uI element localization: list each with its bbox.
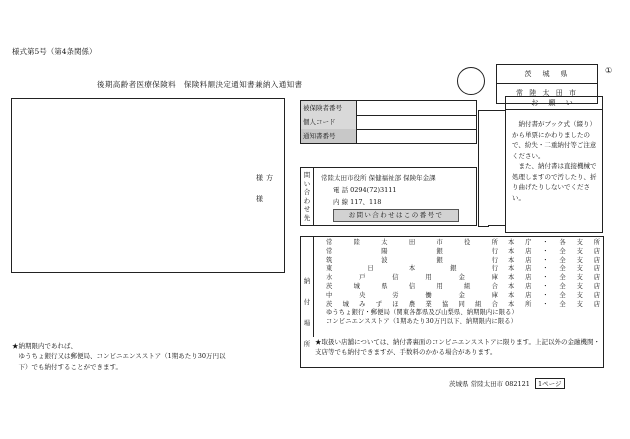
payment-place-row xyxy=(320,265,602,274)
payment-note: ★取扱い店舗については、納付書裏面のコンビニエンスストアに限ります。上記以外の金融機関・支店等でも納付できますが、手数料のかかる場合があります。 xyxy=(315,338,600,356)
institution-char: 庫 xyxy=(491,291,498,299)
institution-char: 陽 xyxy=(381,247,388,255)
institution-char: ほ xyxy=(392,300,399,308)
request-body: 納付書がブック式（綴り）から単票にかわりましたので、紛失・二重納付等ご注意ください。 また、納付書は直接機械で処理しますので汚したり、折り曲げたりしないでください。 xyxy=(512,120,597,202)
branch-scope xyxy=(508,257,600,266)
branch-char: 店 xyxy=(525,291,532,299)
institution-name: ゆうちょ銀行・郵便局（関東各都県及び山梨県、納期限内に限る） xyxy=(326,309,518,317)
contact-extension: 内 線 117、118 xyxy=(333,198,382,206)
institution-char: 行 xyxy=(491,247,498,255)
payment-place-row xyxy=(320,248,602,257)
payment-place-row xyxy=(320,309,602,318)
info-label: 個人コード xyxy=(301,115,357,129)
branch-char: ・ xyxy=(542,274,549,282)
contact-vertical-label: 問い合わせ先 xyxy=(301,168,314,225)
institution-char: 茨 xyxy=(326,300,333,308)
branch-char: 店 xyxy=(593,300,600,308)
branch-scope xyxy=(508,274,600,283)
branch-scope xyxy=(508,283,600,292)
institution-char: 行 xyxy=(491,256,498,264)
institution-char: 東 xyxy=(326,265,333,273)
institution-char: 働 xyxy=(425,291,432,299)
left-note: ★納期限内であれば、 ゆうちょ銀行又は郵便局、コンビニエンスストア（1期あたり30万円以 下）でも納付することができます。 xyxy=(12,342,226,371)
address-window xyxy=(11,98,285,273)
institution-char: 用 xyxy=(425,274,432,282)
branch-char: 本 xyxy=(508,256,515,264)
info-label: 通知書番号 xyxy=(301,129,357,143)
branch-char: 所 xyxy=(593,239,600,246)
institution-name xyxy=(326,239,498,248)
branch-char: 各 xyxy=(559,239,566,246)
institution-char: 労 xyxy=(392,291,399,299)
institution-char: 本 xyxy=(408,265,416,273)
institution-char: 組 xyxy=(475,300,482,308)
info-row-notice-number xyxy=(301,129,476,143)
institution-char: 央 xyxy=(359,291,366,299)
branch-char: 店 xyxy=(593,256,600,264)
branch-char: 支 xyxy=(576,247,583,255)
document-title: 後期高齢者医療保険料 保険料額決定通知書兼納入通知書 xyxy=(97,80,303,89)
branch-char: ・ xyxy=(542,282,549,290)
branch-char: 店 xyxy=(593,265,600,273)
branch-scope xyxy=(508,301,600,310)
branch-char: ・ xyxy=(542,291,549,299)
institution-char: 市 xyxy=(436,239,443,246)
branch-char: 店 xyxy=(593,291,600,299)
footer xyxy=(449,378,565,389)
branch-char: 支 xyxy=(576,239,583,246)
branch-char: 店 xyxy=(525,274,532,282)
request-heading: お 願 い xyxy=(506,97,602,110)
institution-char: 行 xyxy=(491,265,498,273)
payment-place-row xyxy=(320,283,602,292)
branch-scope xyxy=(508,292,600,301)
seal-circle xyxy=(457,67,485,95)
branch-char: 支 xyxy=(576,291,583,299)
payment-place-row xyxy=(320,318,602,327)
payment-places-list xyxy=(320,239,602,327)
contact-office: 常陸太田市役所 保健福祉部 保険年金課 xyxy=(321,174,436,182)
branch-char: 全 xyxy=(559,247,566,255)
institution-name: コンビニエンスストア（1期あたり30万円以下、納期限内に限る） xyxy=(326,318,518,326)
institution-char: 中 xyxy=(326,291,333,299)
branch-char: 本 xyxy=(508,239,515,246)
institution-char: 日 xyxy=(367,265,374,273)
institution-char: 常 xyxy=(326,239,333,246)
branch-char: 全 xyxy=(559,291,566,299)
branch-char: 庁 xyxy=(525,239,532,246)
insured-info-table xyxy=(300,100,477,144)
institution-char: 田 xyxy=(408,239,416,246)
prefecture-name: 茨 城 県 xyxy=(497,65,597,84)
branch-char: 本 xyxy=(508,247,515,255)
institution-char: 用 xyxy=(436,282,443,290)
form-number: 様式第5号（第4条関係） xyxy=(12,47,97,56)
institution-char: 業 xyxy=(425,300,432,308)
institution-char: 金 xyxy=(458,274,465,282)
branch-char: 支 xyxy=(576,265,583,273)
institution-name xyxy=(326,274,498,283)
footer-text: 茨城県 常陸太田市 082121 xyxy=(449,380,530,388)
institution-char: 庫 xyxy=(491,274,498,282)
institution-char: 協 xyxy=(441,300,449,308)
circled-number: ① xyxy=(605,66,613,75)
institution-char: 筑 xyxy=(326,256,333,264)
branch-char: ・ xyxy=(542,256,549,264)
branch-char: ・ xyxy=(542,239,549,246)
info-row-insured-number xyxy=(301,101,476,116)
institution-char: 波 xyxy=(381,256,388,264)
branch-char: 店 xyxy=(525,282,532,290)
institution-char: 銀 xyxy=(436,256,443,264)
branch-scope xyxy=(508,265,600,274)
branch-char: ・ xyxy=(542,300,549,308)
institution-char: 水 xyxy=(326,274,333,282)
branch-char: 店 xyxy=(593,274,600,282)
institution-char: 城 xyxy=(342,300,349,308)
institution-char: 所 xyxy=(491,239,498,246)
institution-char: 常 xyxy=(326,247,333,255)
institution-char: 太 xyxy=(381,239,388,246)
payment-vertical-label: 納付場所 xyxy=(301,237,314,337)
institution-name xyxy=(326,283,498,292)
branch-char: 本 xyxy=(508,291,515,299)
institution-char: 陸 xyxy=(353,239,360,246)
branch-char: 全 xyxy=(559,256,566,264)
branch-char: 本 xyxy=(508,282,515,290)
institution-char: 銀 xyxy=(450,265,457,273)
institution-char: 銀 xyxy=(436,247,443,255)
institution-char: み xyxy=(359,300,366,308)
branch-char: 店 xyxy=(525,247,532,255)
branch-char: 支 xyxy=(576,300,583,308)
branch-scope xyxy=(508,248,600,257)
payment-place-row xyxy=(320,239,602,248)
info-label: 被保険者番号 xyxy=(301,101,357,115)
institution-char: 金 xyxy=(458,291,465,299)
contact-phone: 電 話 0294(72)3111 xyxy=(333,186,397,194)
branch-char: 支 xyxy=(576,256,583,264)
branch-char: ・ xyxy=(542,265,549,273)
branch-char: 店 xyxy=(525,256,532,264)
institution-char: 城 xyxy=(353,282,360,290)
institution-char: ず xyxy=(375,300,382,308)
branch-char: 店 xyxy=(593,247,600,255)
institution-char: 信 xyxy=(392,274,399,282)
branch-char: 店 xyxy=(593,282,600,290)
payment-places-box xyxy=(300,236,604,368)
city-name: 常 陸 太 田 市 xyxy=(516,89,578,97)
branch-char: 全 xyxy=(559,300,566,308)
payment-place-row xyxy=(320,274,602,283)
contact-box xyxy=(300,167,477,226)
institution-char: 合 xyxy=(491,282,498,290)
branch-char: 所 xyxy=(525,300,532,308)
institution-name xyxy=(326,248,498,257)
contact-number-label: お問い合わせはこの番号で xyxy=(333,209,459,222)
address-honorific: 様 xyxy=(256,195,263,203)
branch-char: 全 xyxy=(559,265,566,273)
request-box xyxy=(505,96,603,233)
branch-char: 支 xyxy=(576,282,583,290)
branch-char: 全 xyxy=(559,282,566,290)
branch-scope xyxy=(508,239,600,248)
institution-char: 合 xyxy=(491,300,498,308)
branch-char: 本 xyxy=(508,300,515,308)
branch-char: ・ xyxy=(542,247,549,255)
bracket-tick xyxy=(488,225,505,226)
institution-char: 同 xyxy=(458,300,465,308)
address-honorific-household: 様方 xyxy=(256,174,276,182)
institution-char: 信 xyxy=(408,282,416,290)
bracket-tick xyxy=(488,110,505,111)
payment-place-row xyxy=(320,292,602,301)
branch-char: 店 xyxy=(525,265,532,273)
bracket-line xyxy=(478,110,489,227)
institution-char: 組 xyxy=(464,282,471,290)
institution-char: 役 xyxy=(464,239,471,246)
info-row-personal-code xyxy=(301,115,476,130)
institution-char: 茨 xyxy=(326,282,333,290)
institution-char: 戸 xyxy=(359,274,366,282)
page-indicator: 1ページ xyxy=(535,378,565,389)
branch-char: 全 xyxy=(559,274,566,282)
institution-name xyxy=(326,265,498,274)
branch-char: 支 xyxy=(576,274,583,282)
branch-char: 本 xyxy=(508,274,515,282)
branch-char: 本 xyxy=(508,265,515,273)
institution-char: 農 xyxy=(408,300,416,308)
institution-name xyxy=(326,292,498,301)
institution-char: 県 xyxy=(381,282,388,290)
